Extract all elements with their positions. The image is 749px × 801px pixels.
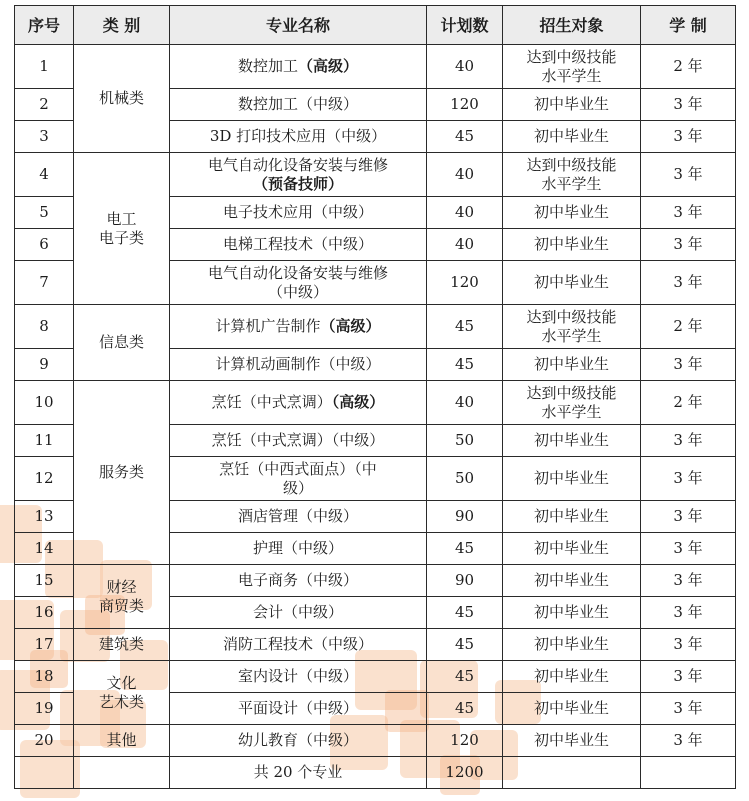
plan-count: 50	[427, 425, 503, 457]
category-cell: 服务类	[74, 381, 170, 565]
row-index: 2	[15, 89, 74, 121]
plan-count: 90	[427, 501, 503, 533]
major-name: 电气自动化设备安装与维修 （中级）	[170, 261, 427, 305]
target-students: 初中毕业生	[503, 425, 641, 457]
table-row	[15, 725, 736, 757]
target-students: 达到中级技能 水平学生	[503, 153, 641, 197]
duration: 3 年	[641, 725, 736, 757]
target-students: 初中毕业生	[503, 229, 641, 261]
duration: 3 年	[641, 153, 736, 197]
plan-count: 40	[427, 45, 503, 89]
plan-count: 45	[427, 597, 503, 629]
duration: 3 年	[641, 501, 736, 533]
target-students: 初中毕业生	[503, 629, 641, 661]
category-cell: 文化 艺术类	[74, 661, 170, 725]
duration: 2 年	[641, 381, 736, 425]
plan-count: 120	[427, 725, 503, 757]
target-students: 初中毕业生	[503, 121, 641, 153]
duration: 3 年	[641, 693, 736, 725]
duration: 3 年	[641, 629, 736, 661]
enrollment-plan-table	[14, 5, 736, 789]
target-students: 初中毕业生	[503, 565, 641, 597]
target-students: 初中毕业生	[503, 597, 641, 629]
major-name: 电子商务（中级）	[170, 565, 427, 597]
plan-count: 120	[427, 89, 503, 121]
table-row	[15, 45, 736, 89]
target-students: 达到中级技能 水平学生	[503, 45, 641, 89]
major-name: 消防工程技术（中级）	[170, 629, 427, 661]
table-row	[15, 661, 736, 693]
target-students: 初中毕业生	[503, 197, 641, 229]
major-name: 数控加工（高级）	[170, 45, 427, 89]
major-name: 室内设计（中级）	[170, 661, 427, 693]
duration: 3 年	[641, 533, 736, 565]
major-name: 烹饪（中式烹调）（高级）	[170, 381, 427, 425]
duration: 3 年	[641, 661, 736, 693]
row-index: 20	[15, 725, 74, 757]
duration: 3 年	[641, 597, 736, 629]
category-cell: 财经 商贸类	[74, 565, 170, 629]
category-cell: 电工 电子类	[74, 153, 170, 305]
duration: 3 年	[641, 425, 736, 457]
total-row	[15, 757, 736, 789]
duration: 3 年	[641, 565, 736, 597]
duration: 2 年	[641, 305, 736, 349]
major-name: 烹饪（中式烹调）（中级）	[170, 425, 427, 457]
plan-count: 90	[427, 565, 503, 597]
plan-count: 40	[427, 381, 503, 425]
plan-count: 50	[427, 457, 503, 501]
plan-count: 40	[427, 197, 503, 229]
target-students: 初中毕业生	[503, 661, 641, 693]
empty-cell	[15, 757, 74, 789]
target-students: 初中毕业生	[503, 725, 641, 757]
row-index: 5	[15, 197, 74, 229]
major-name: 幼儿教育（中级）	[170, 725, 427, 757]
total-plan-count: 1200	[427, 757, 503, 789]
table-header-row	[15, 6, 736, 45]
plan-count: 45	[427, 533, 503, 565]
header-major-name: 专业名称	[170, 6, 427, 45]
row-index: 11	[15, 425, 74, 457]
category-cell: 其他	[74, 725, 170, 757]
row-index: 14	[15, 533, 74, 565]
plan-count: 120	[427, 261, 503, 305]
target-students: 初中毕业生	[503, 349, 641, 381]
table-row	[15, 629, 736, 661]
target-students: 初中毕业生	[503, 533, 641, 565]
row-index: 7	[15, 261, 74, 305]
plan-count: 45	[427, 121, 503, 153]
header-duration: 学 制	[641, 6, 736, 45]
category-cell: 信息类	[74, 305, 170, 381]
duration: 3 年	[641, 261, 736, 305]
plan-count: 45	[427, 629, 503, 661]
row-index: 17	[15, 629, 74, 661]
major-name: 平面设计（中级）	[170, 693, 427, 725]
row-index: 6	[15, 229, 74, 261]
major-name: 电梯工程技术（中级）	[170, 229, 427, 261]
duration: 3 年	[641, 457, 736, 501]
category-cell: 建筑类	[74, 629, 170, 661]
row-index: 16	[15, 597, 74, 629]
row-index: 3	[15, 121, 74, 153]
major-name: 护理（中级）	[170, 533, 427, 565]
duration: 2 年	[641, 45, 736, 89]
table-row	[15, 153, 736, 197]
empty-cell	[74, 757, 170, 789]
plan-count: 45	[427, 305, 503, 349]
row-index: 18	[15, 661, 74, 693]
plan-count: 45	[427, 693, 503, 725]
major-name: 烹饪（中西式面点）（中 级）	[170, 457, 427, 501]
duration: 3 年	[641, 197, 736, 229]
row-index: 19	[15, 693, 74, 725]
table-row	[15, 565, 736, 597]
row-index: 12	[15, 457, 74, 501]
row-index: 8	[15, 305, 74, 349]
duration: 3 年	[641, 89, 736, 121]
duration: 3 年	[641, 349, 736, 381]
target-students: 初中毕业生	[503, 693, 641, 725]
header-plan-count: 计划数	[427, 6, 503, 45]
major-name: 会计（中级）	[170, 597, 427, 629]
target-students: 初中毕业生	[503, 457, 641, 501]
row-index: 9	[15, 349, 74, 381]
table-row	[15, 305, 736, 349]
empty-cell	[503, 757, 641, 789]
plan-count: 45	[427, 349, 503, 381]
row-index: 15	[15, 565, 74, 597]
major-name: 数控加工（中级）	[170, 89, 427, 121]
major-name: 电子技术应用（中级）	[170, 197, 427, 229]
major-name: 3D 打印技术应用（中级）	[170, 121, 427, 153]
major-name: 电气自动化设备安装与维修 （预备技师）	[170, 153, 427, 197]
row-index: 1	[15, 45, 74, 89]
row-index: 4	[15, 153, 74, 197]
plan-count: 40	[427, 229, 503, 261]
plan-count: 40	[427, 153, 503, 197]
target-students: 初中毕业生	[503, 261, 641, 305]
table-row	[15, 381, 736, 425]
duration: 3 年	[641, 229, 736, 261]
plan-count: 45	[427, 661, 503, 693]
major-name: 计算机广告制作（高级）	[170, 305, 427, 349]
major-name: 酒店管理（中级）	[170, 501, 427, 533]
duration: 3 年	[641, 121, 736, 153]
category-cell: 机械类	[74, 45, 170, 153]
header-target-students: 招生对象	[503, 6, 641, 45]
row-index: 13	[15, 501, 74, 533]
header-category: 类 别	[74, 6, 170, 45]
target-students: 达到中级技能 水平学生	[503, 381, 641, 425]
major-name: 计算机动画制作（中级）	[170, 349, 427, 381]
empty-cell	[641, 757, 736, 789]
target-students: 初中毕业生	[503, 501, 641, 533]
target-students: 达到中级技能 水平学生	[503, 305, 641, 349]
header-index: 序号	[15, 6, 74, 45]
row-index: 10	[15, 381, 74, 425]
target-students: 初中毕业生	[503, 89, 641, 121]
total-label: 共 20 个专业	[170, 757, 427, 789]
